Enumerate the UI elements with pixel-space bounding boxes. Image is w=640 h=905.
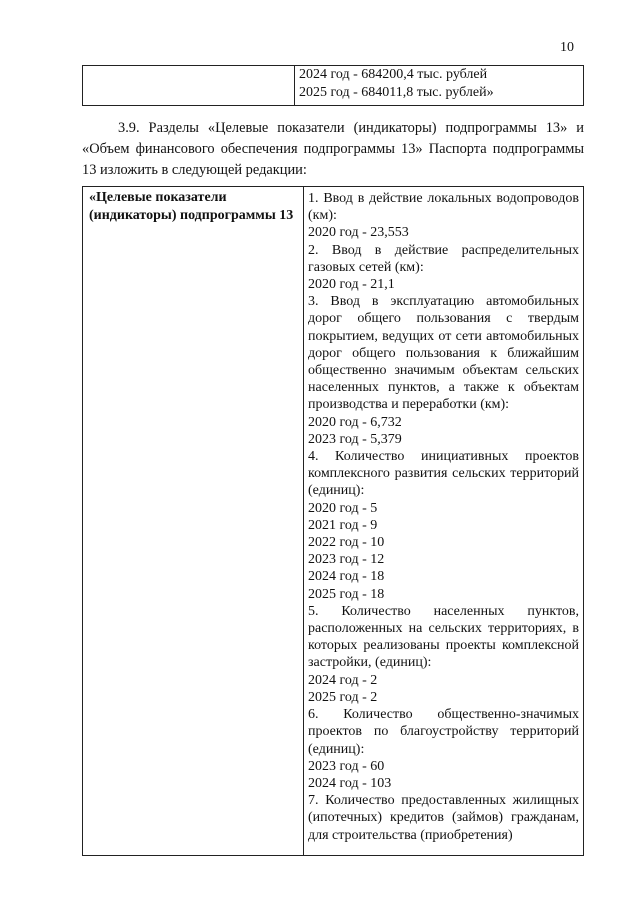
indicator-item: 1. Ввод в действие локальных водопроводов (км):	[308, 191, 579, 224]
indicator-value: 2022 год - 10	[308, 535, 385, 551]
indicators-list-cell	[304, 187, 584, 856]
indicator-value: 2023 год - 12	[308, 552, 385, 568]
top-table-line: 2025 год - 684011,8 тыс. рублей»	[299, 85, 494, 100]
indicator-value: 2020 год - 5	[308, 500, 378, 516]
indicator-item: 6. Количество общественно-значимых проектов по благоустройству территорий (единиц):	[308, 707, 579, 757]
top-table-right-cell	[295, 66, 584, 106]
indicator-value: 2023 год - 60	[308, 758, 385, 774]
indicator-value: 2020 год - 6,732	[308, 414, 402, 430]
top-table-line: 2024 год - 684200,4 тыс. рублей	[299, 67, 488, 82]
indicator-item: 7. Количество предоставленных жилищных (ипотечных) кредитов (займов) гражданам, для строительства (приобретения)	[308, 793, 579, 843]
indicator-item: 2. Ввод в действие распределительных газовых сетей (км):	[308, 242, 579, 275]
indicator-value: 2024 год - 2	[308, 672, 378, 688]
passport-table	[82, 186, 584, 856]
indicator-item: 4. Количество инициативных проектов комплексного развития сельских территорий (единиц):	[308, 449, 579, 499]
indicator-value: 2024 год - 103	[308, 775, 392, 791]
indicator-value: 2020 год - 23,553	[308, 225, 409, 241]
indicators-title-cell: «Целевые показатели (индикаторы) подпрограммы 13	[83, 187, 304, 856]
body-paragraph	[82, 118, 584, 181]
indicator-value: 2021 год - 9	[308, 517, 378, 533]
indicator-value: 2025 год - 18	[308, 586, 385, 602]
indicator-value: 2024 год - 18	[308, 569, 385, 585]
indicator-value: 2020 год - 21,1	[308, 277, 395, 293]
indicator-item: 5. Количество населенных пунктов, расположенных на сельских территориях, в которых реализованы проекты комплексной застройки, (единиц):	[308, 603, 579, 671]
top-table-left-cell	[83, 66, 295, 106]
top-table	[82, 65, 584, 106]
indicator-item: 3. Ввод в эксплуатацию автомобильных дорог общего пользования с твердым покрытием, ведущих от сети автомобильных дорог общего пользования к ближайшим общественно значимым объектам сельских населенных пунктов, а также к объектам производства и переработки (км):	[308, 294, 579, 413]
page-number: 10	[560, 40, 574, 55]
paragraph-text: 3.9. Разделы «Целевые показатели (индикаторы) подпрограммы 13» и «Объем финансового обеспечения подпрограммы 13» Паспорта подпрограммы 13 изложить в следующей редакции:	[82, 120, 584, 178]
indicator-value: 2023 год - 5,379	[308, 431, 402, 447]
indicator-value: 2025 год - 2	[308, 689, 378, 705]
